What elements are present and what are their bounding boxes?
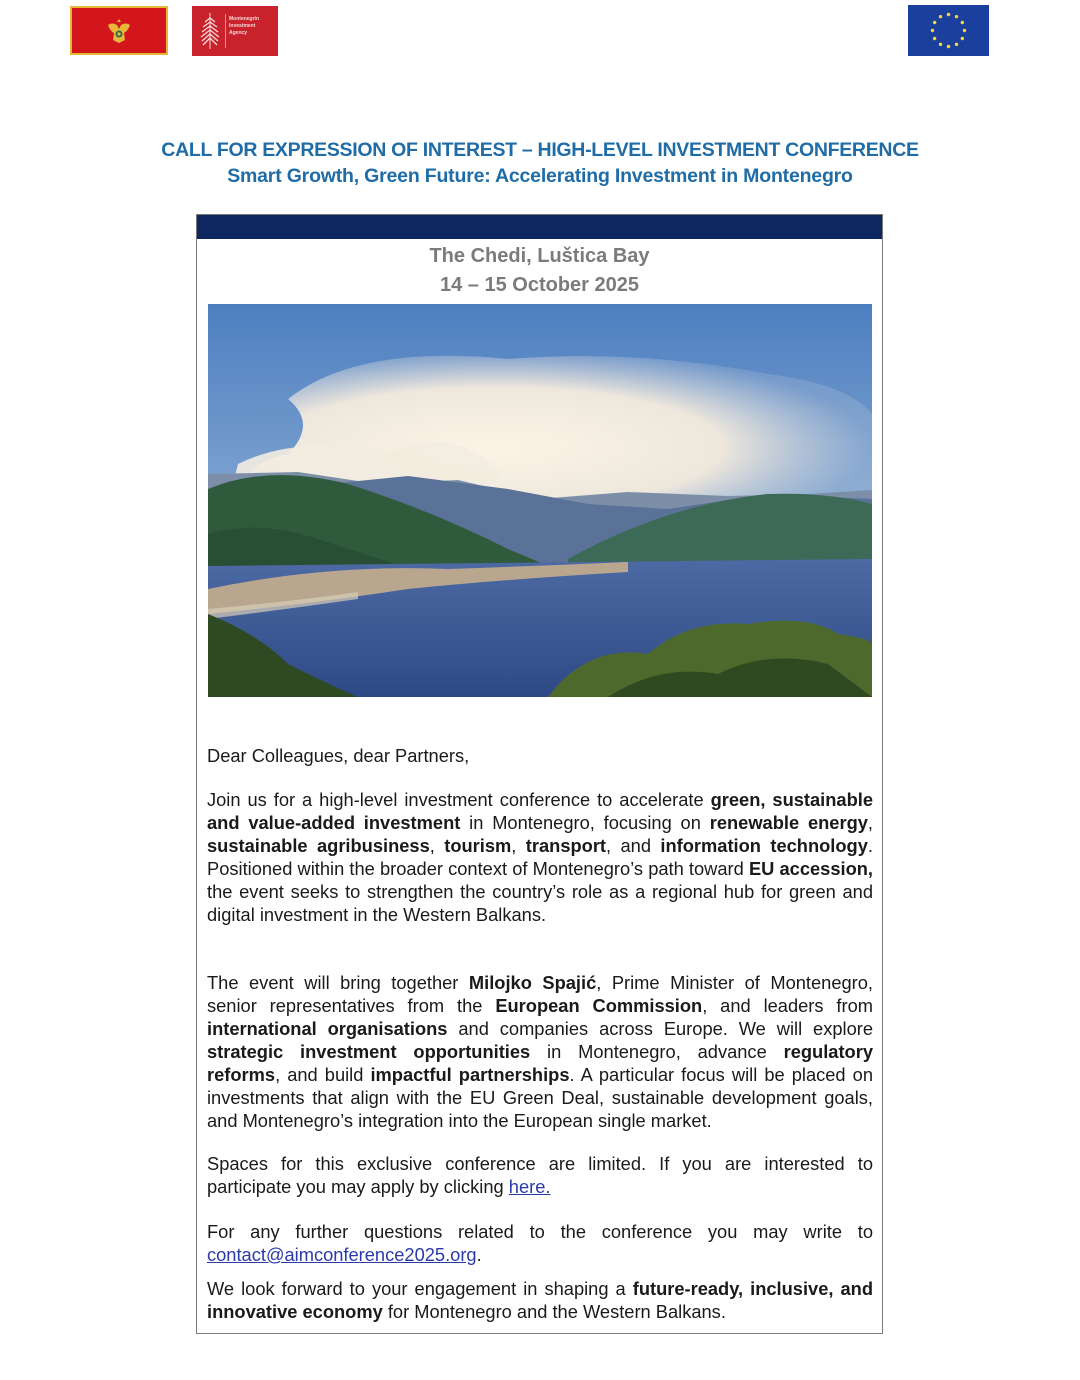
emphasis: sustainable agribusiness <box>207 835 430 856</box>
eu-star <box>933 37 936 40</box>
paragraph-contact <box>207 1220 873 1266</box>
emphasis: Milojko Spajić <box>468 972 597 993</box>
bay-landscape-photo <box>208 304 872 697</box>
emphasis: renewable energy <box>709 812 868 833</box>
eu-star <box>961 21 964 24</box>
page-subtitle: Smart Growth, Green Future: Accelerating Investment in Montenegro <box>227 165 853 187</box>
investment-agency-logo <box>192 6 278 56</box>
text: in Montenegro, focusing on <box>460 812 710 833</box>
emphasis: EU accession, <box>748 858 873 879</box>
text: , and build <box>275 1064 371 1085</box>
emphasis: international organisations <box>207 1018 448 1039</box>
text: Join us for a high-level investment conference to accelerate <box>207 789 711 810</box>
emphasis: information technology <box>660 835 868 856</box>
emphasis: transport <box>525 835 607 856</box>
eu-flag <box>908 5 989 56</box>
emphasis: future-ready, inclusive, and innovative economy <box>207 1278 873 1322</box>
montenegro-flag <box>70 6 168 55</box>
text: Spaces for this exclusive conference are limited. If you are interested to participate you may apply by clicking <box>207 1153 873 1197</box>
text: for Montenegro and the Western Balkans. <box>382 1301 726 1322</box>
text: , and <box>606 835 661 856</box>
text: For any further questions related to the conference you may write to <box>207 1221 873 1242</box>
paragraph-intro <box>207 788 873 926</box>
text: , <box>867 812 873 833</box>
eu-star <box>961 37 964 40</box>
text: and companies across Europe. We will explore <box>447 1018 873 1039</box>
agency-logo-line: Montenegrin <box>229 16 259 22</box>
text: , and leaders from <box>702 995 873 1016</box>
eu-star <box>947 13 950 16</box>
event-dates: 14 – 15 October 2025 <box>439 274 639 296</box>
text: , <box>511 835 526 856</box>
text: . <box>476 1244 482 1265</box>
emphasis: European Commission <box>495 995 703 1016</box>
emphasis: regulatory reforms <box>207 1041 873 1085</box>
paragraph-apply <box>207 1152 873 1198</box>
double-headed-eagle-icon <box>106 16 132 46</box>
text: in Montenegro, advance <box>530 1041 784 1062</box>
eu-star <box>955 15 958 18</box>
eu-star <box>963 29 966 32</box>
text: , <box>429 835 445 856</box>
eu-star <box>947 45 950 48</box>
venue: The Chedi, Luštica Bay <box>429 245 650 267</box>
eu-star <box>939 43 942 46</box>
apply-here-link[interactable]: here. <box>508 1176 551 1197</box>
agency-logo-text <box>229 16 259 37</box>
eu-star <box>955 43 958 46</box>
agency-logo-line: Agency <box>229 30 248 36</box>
text: . A particular focus will be placed on investments that align with the EU Green Deal, sustainable development goals, and Montenegro’s integration into the European single market. <box>207 1064 873 1131</box>
emphasis: strategic investment opportunities <box>207 1041 531 1062</box>
eu-star <box>939 15 942 18</box>
tree-logo-icon <box>200 12 220 50</box>
agency-logo-line: Investment <box>229 23 256 29</box>
text: the event seeks to strengthen the country’s role as a regional hub for green and digital investment in the Western Balkans. <box>207 881 873 925</box>
eu-star <box>933 21 936 24</box>
emphasis: green, sustainable and value-added investment <box>207 789 874 833</box>
page-title: CALL FOR EXPRESSION OF INTEREST – HIGH-LEVEL INVESTMENT CONFERENCE <box>161 139 919 161</box>
greeting: Dear Colleagues, dear Partners, <box>207 745 470 766</box>
emphasis: tourism <box>444 835 512 856</box>
contact-email-link[interactable]: contact@aimconference2025.org <box>207 1244 477 1265</box>
text: The event will bring together <box>207 972 469 993</box>
eu-star <box>931 29 934 32</box>
text: , Prime Minister of Montenegro, senior representatives from the <box>207 972 873 1016</box>
paragraph-closing <box>207 1277 873 1323</box>
logo-divider <box>225 14 226 48</box>
eu-stars-icon <box>908 5 989 56</box>
text: We look forward to your engagement in shaping a <box>207 1278 633 1299</box>
emphasis: impactful partnerships <box>370 1064 570 1085</box>
invitation-card <box>196 214 883 1334</box>
text: . Positioned within the broader context of Montenegro’s path toward <box>207 835 873 879</box>
paragraph-participants <box>207 971 873 1132</box>
header-bar <box>197 215 882 239</box>
